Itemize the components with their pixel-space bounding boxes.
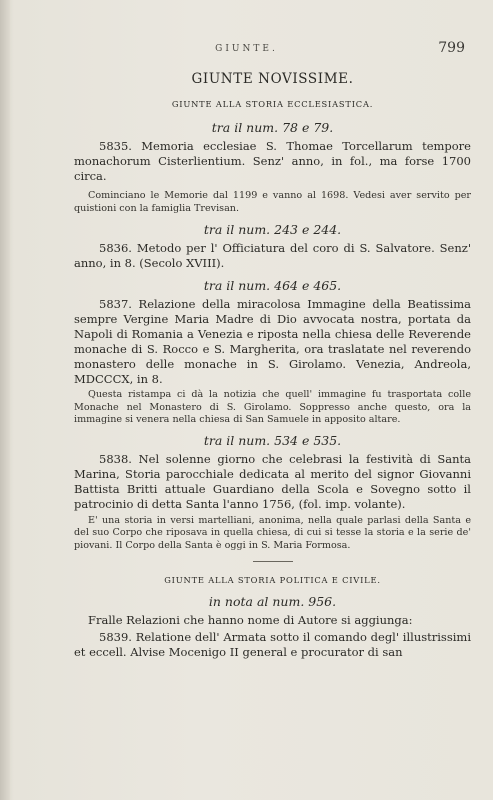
note: Cominciano le Memorie dal 1199 e vanno al 1698. Vedesi aver servito per quistioni con la famiglia Trevisan.	[74, 190, 471, 214]
page-number: 799	[438, 40, 465, 56]
subheading: tra il num. 243 e 244.	[203, 222, 342, 237]
entry-5839: 5839. Relatione dell' Armata sotto il comando degl' illustrissimi et eccell. Alvise Mocenigo II general e procurator di san	[74, 630, 471, 659]
entry-5837: 5837. Relazione della miracolosa Immagine della Beatissima sempre Vergine Maria Madre di Dio avvocata nostra, portata da Napoli di Romania a Venezia e riposta nella chiesa delle Reverende monache di S. Rocco e S. Margherita, ora traslatate nel reverendo monastero delle monache in S. Girolamo. Venezia, Andreola, MDCCCX, in 8.	[74, 297, 471, 386]
page-title: GIUNTE NOVISSIME.	[191, 71, 354, 87]
running-head: GIUNTE.	[215, 44, 278, 54]
intro-line: Fralle Relazioni che hanno nome di Autore si aggiunga:	[88, 613, 413, 627]
section-title-ecclesiastica: GIUNTE ALLA STORIA ECCLESIASTICA.	[171, 99, 374, 109]
section-title-politica: GIUNTE ALLA STORIA POLITICA E CIVILE.	[164, 575, 381, 585]
section-divider	[253, 561, 293, 562]
note: E' una storia in versi martelliani, anonima, nella quale parlasi della Santa e del suo Corpo che riposava in quella chiesa, di cui si tesse la storia e la serie de' piovani. Il Corpo della Santa è oggi in S. Maria Formosa.	[74, 514, 471, 551]
subheading: in nota al num. 956.	[208, 594, 337, 609]
entry-5838: 5838. Nel solenne giorno che celebrasi la festività di Santa Marina, Storia parocchiale dedicata al merito del signor Giovanni Battista Britti attuale Guardiano della Scola e Sovegno sotto il patrocinio di detta Santa l'anno 1756, (fol. imp. volante).	[74, 451, 471, 511]
subheading: tra il num. 78 e 79.	[211, 120, 334, 135]
binding-shadow	[0, 0, 10, 800]
note: Questa ristampa ci dà la notizia che quell' immagine fu trasportata colle Monache nel Monastero di S. Girolamo. Soppresso anche questo, ora la immagine si venera nella chiesa di San Samuele in apposito altare.	[74, 389, 471, 425]
subheading: tra il num. 534 e 535.	[203, 432, 342, 448]
page-body	[74, 70, 471, 660]
entry-5835: 5835. Memoria ecclesiae S. Thomae Torcellarum tempore monachorum Cisterlientium. Senz' anno, in fol., ma forse 1700 circa.	[74, 139, 471, 183]
entry-5836: 5836. Metodo per l' Officiatura del coro di S. Salvatore. Senz' anno, in 8. (Secolo XVIII).	[74, 241, 471, 270]
page-header	[0, 40, 493, 60]
subheading: tra il num. 464 e 465.	[203, 278, 342, 293]
